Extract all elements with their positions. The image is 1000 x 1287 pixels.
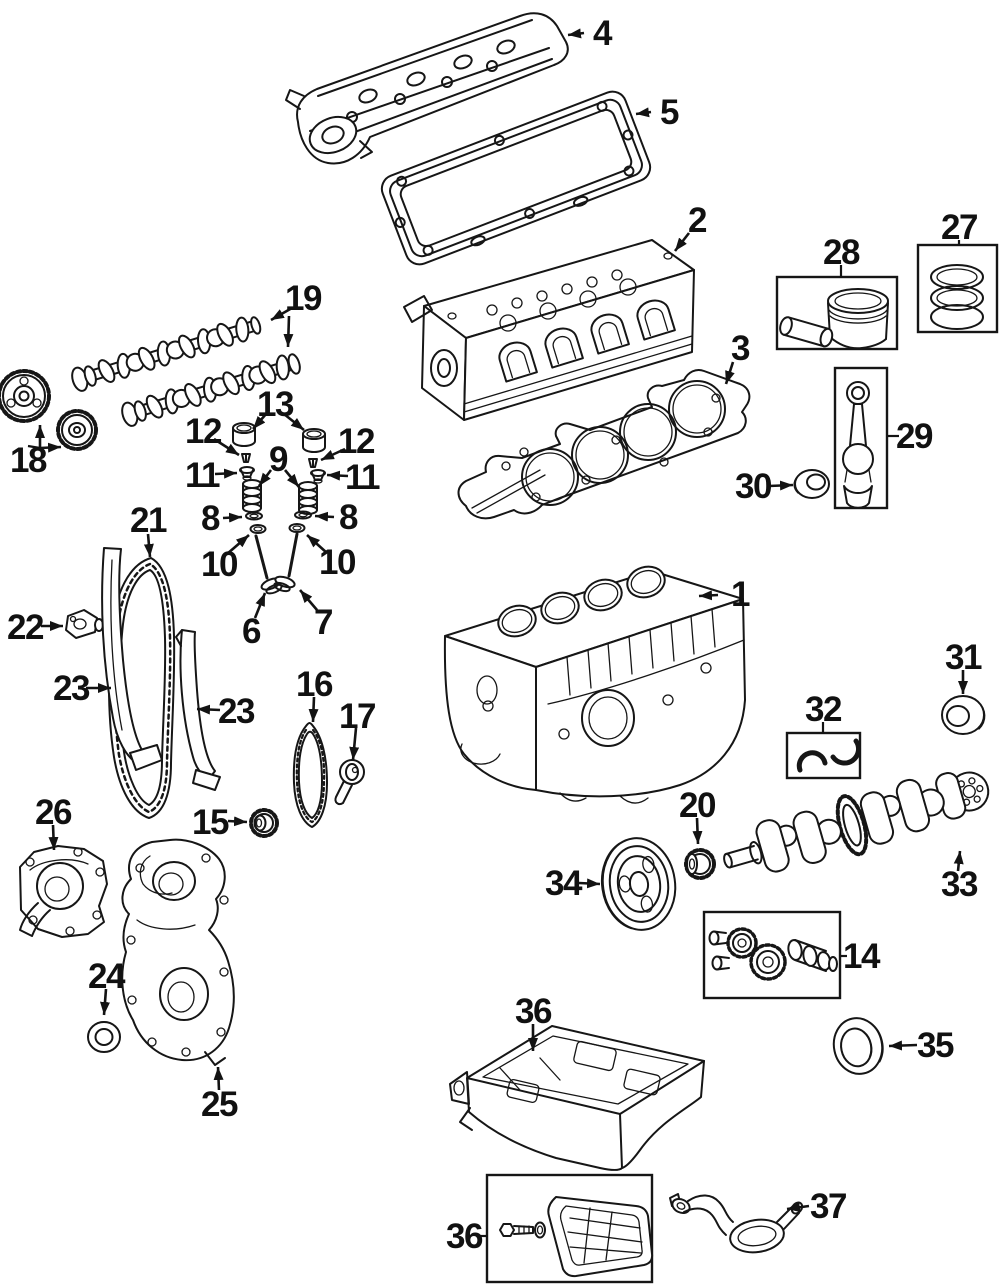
- callout-14: 14: [843, 937, 879, 976]
- callout-5: 5: [660, 93, 678, 132]
- callout-33: 33: [941, 865, 977, 904]
- group-piston-and-pin: [777, 277, 897, 349]
- callout-37: 37: [810, 1187, 846, 1226]
- part-valve-seals: [251, 524, 305, 533]
- callout-30: 30: [735, 467, 771, 506]
- callout-9: 9: [269, 440, 287, 479]
- part-piston-pin: [778, 316, 834, 348]
- callout-19: 19: [285, 279, 321, 318]
- part-vtc-cam-sprocket: [0, 371, 49, 421]
- part-balancer-sprocket: [251, 810, 277, 836]
- callout-18: 18: [10, 441, 46, 480]
- callout-29: 29: [896, 417, 932, 456]
- part-balancer-chain: [294, 723, 327, 827]
- callout-3: 3: [731, 329, 749, 368]
- part-piston: [828, 289, 888, 348]
- callout-20: 20: [679, 786, 715, 825]
- part-drain-plug: [500, 1224, 533, 1236]
- part-front-oil-seal: [88, 1022, 120, 1052]
- callout-16: 16: [296, 665, 332, 704]
- callout-22: 22: [7, 608, 43, 647]
- callout-21: 21: [130, 501, 166, 540]
- callout-13: 13: [257, 385, 293, 424]
- group-connecting-rod: [835, 368, 887, 508]
- part-front-timing-cover: [122, 840, 234, 1065]
- part-cam-sprocket: [58, 411, 96, 449]
- callout-25: 25: [201, 1085, 237, 1124]
- part-intake-valve: [256, 536, 283, 595]
- callout-26: 26: [35, 793, 71, 832]
- group-main-bearings: [787, 733, 860, 778]
- part-oil-strainer-plate: [548, 1197, 652, 1276]
- callout-7: 7: [314, 603, 332, 642]
- callout-10-right: 10: [319, 543, 355, 582]
- callout-27: 27: [941, 208, 977, 247]
- part-crank-sprocket: [686, 850, 714, 878]
- part-drain-plug-washer: [535, 1223, 545, 1238]
- part-piston-rings: [931, 265, 983, 329]
- part-rod-bearing: [794, 470, 829, 498]
- callout-34: 34: [545, 864, 581, 903]
- part-valve-springs: [243, 480, 317, 514]
- group-piston-rings: [918, 245, 997, 332]
- part-chain-tensioner: [66, 610, 103, 638]
- part-oil-pickup-tube: [670, 1194, 804, 1256]
- callout-24: 24: [88, 957, 124, 996]
- callout-6: 6: [242, 612, 260, 651]
- group-balance-shaft-assembly: [704, 912, 840, 998]
- part-balance-shaft-unit: [710, 929, 838, 979]
- callout-36-top: 36: [515, 992, 551, 1031]
- callout-12-right: 12: [338, 422, 374, 461]
- part-crank-pulley: [596, 833, 681, 934]
- part-rear-main-seal: [829, 1013, 888, 1078]
- callout-36-bottom: 36: [446, 1217, 482, 1256]
- callout-15: 15: [192, 803, 228, 842]
- part-spring-seats: [246, 512, 311, 520]
- group-oil-pan-lower: [487, 1175, 652, 1282]
- callout-8-right: 8: [339, 498, 357, 537]
- callout-23-right: 23: [218, 692, 254, 731]
- part-main-bearing-shells: [799, 741, 858, 770]
- callout-12-left: 12: [185, 412, 221, 451]
- callout-32: 32: [805, 690, 841, 729]
- callout-10-left: 10: [201, 545, 237, 584]
- part-oil-pan-upper: [450, 1026, 704, 1170]
- callout-8-left: 8: [201, 499, 219, 538]
- callout-1: 1: [731, 575, 749, 614]
- part-balancer-chain-tensioner: [335, 760, 364, 804]
- callout-11-right: 11: [345, 458, 379, 497]
- callout-28: 28: [823, 233, 859, 272]
- callout-4: 4: [593, 14, 611, 53]
- callout-11-left: 11: [185, 456, 219, 495]
- callout-23-left: 23: [53, 669, 89, 708]
- part-pilot-bushing: [942, 696, 985, 734]
- callout-2: 2: [688, 201, 706, 240]
- part-engine-block: [445, 562, 745, 803]
- part-connecting-rod: [843, 382, 873, 508]
- callout-31: 31: [945, 638, 981, 677]
- callout-17: 17: [339, 697, 375, 736]
- callout-35: 35: [917, 1026, 953, 1065]
- part-oil-pump: [20, 846, 107, 937]
